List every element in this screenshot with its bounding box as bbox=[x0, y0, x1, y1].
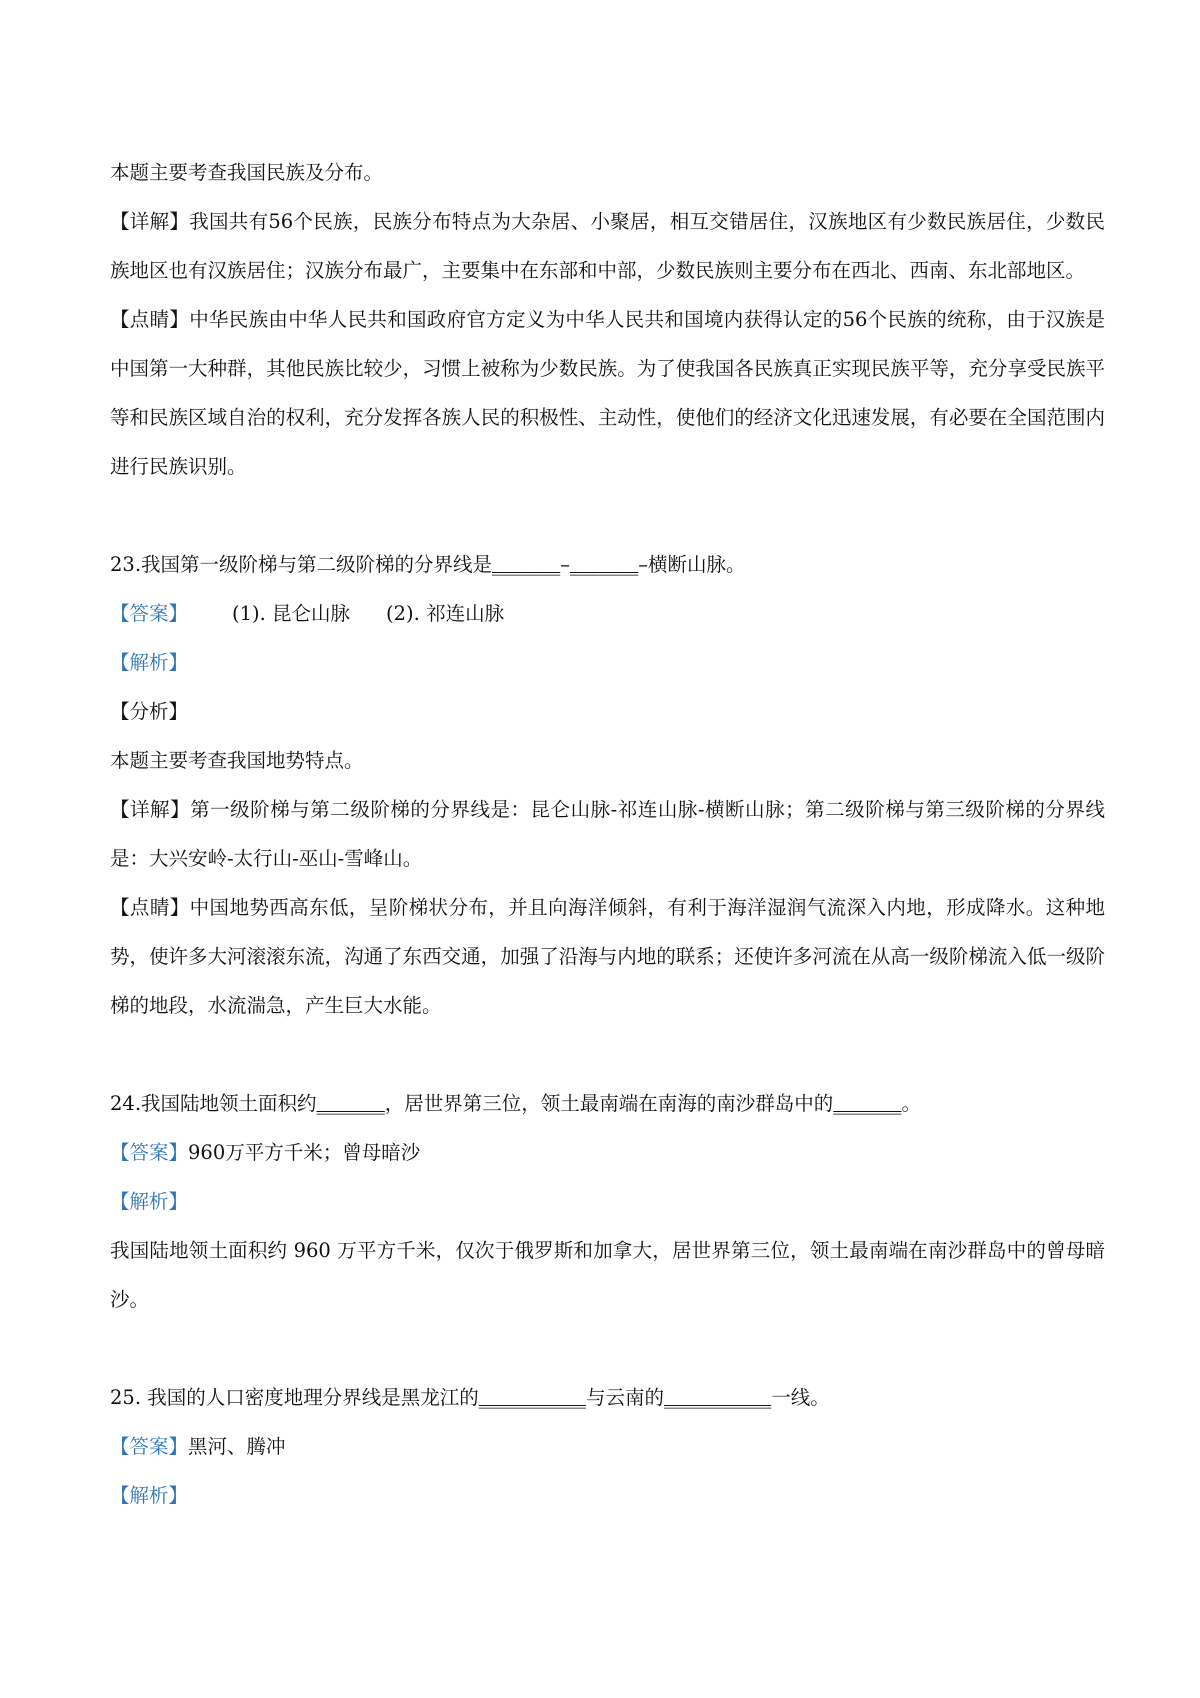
q25-prefix: 25. 我国的人口密度地理分界线是黑龙江的 bbox=[110, 1386, 479, 1409]
q22-intro: 本题主要考查我国民族及分布。 bbox=[110, 161, 384, 184]
q24-question bbox=[110, 1079, 1105, 1128]
q23-answer-2: (2). 祁连山脉 bbox=[386, 602, 505, 625]
q24-analysis-label: 【解析】 bbox=[110, 1190, 189, 1213]
point-label: 【点睛】 bbox=[110, 896, 190, 919]
q22-detail bbox=[110, 197, 1105, 295]
q25-answer-text: 黑河、腾冲 bbox=[188, 1435, 286, 1458]
q23-suffix: –横断山脉。 bbox=[638, 553, 746, 576]
q23-prefix: 23.我国第一级阶梯与第二级阶梯的分界线是 bbox=[110, 553, 493, 576]
q23-question bbox=[110, 540, 1105, 589]
q23-answer bbox=[110, 589, 1105, 638]
answer-label: 【答案】 bbox=[110, 1141, 189, 1164]
answer-label: 【答案】 bbox=[110, 602, 189, 625]
q25-question bbox=[110, 1373, 1105, 1422]
q23-blank-2: _______ bbox=[570, 553, 639, 576]
answer-label: 【答案】 bbox=[110, 1435, 189, 1458]
q23-analysis-label: 【解析】 bbox=[110, 651, 189, 674]
q23-point bbox=[110, 883, 1105, 1030]
q24-answer bbox=[110, 1128, 1105, 1177]
q25-suffix: 一线。 bbox=[771, 1386, 830, 1409]
q23-sep: – bbox=[560, 553, 571, 576]
q23-intro: 本题主要考查我国地势特点。 bbox=[110, 749, 364, 772]
q23-analysis-sub: 【分析】 bbox=[110, 700, 189, 723]
q25-analysis-label: 【解析】 bbox=[110, 1484, 189, 1507]
q25-blank-1: ___________ bbox=[478, 1386, 586, 1409]
point-text: 中华民族由中华人民共和国政府官方定义为中华人民共和国境内获得认定的56个民族的统称，由于汉族是中国第一大种群，其他民族比较少，习惯上被称为少数民族。为了使我国各民族真正实现民族平等，充分享受民族平等和民族区域自治的权利，充分发挥各族人民的积极性、主动性，使他们的经济文化迅速发展，有必要在全国范围内进行民族识别。 bbox=[110, 308, 1105, 478]
q24-answer-text: 960万平方千米；曾母暗沙 bbox=[188, 1141, 421, 1164]
q24-analysis-text: 我国陆地领土面积约 960 万平方千米，仅次于俄罗斯和加拿大，居世界第三位，领土最南端在南沙群岛中的曾母暗沙。 bbox=[110, 1239, 1105, 1311]
q25-blank-2: ___________ bbox=[663, 1386, 772, 1409]
q23-answer-1: (1). 昆仑山脉 bbox=[232, 602, 351, 625]
q24-middle: ，居世界第三位，领土最南端在南海的南沙群岛中的 bbox=[384, 1092, 834, 1115]
q24-suffix: 。 bbox=[901, 1092, 922, 1115]
q24-blank-2: _______ bbox=[833, 1092, 902, 1115]
spacer bbox=[110, 491, 1105, 540]
q25-middle: 与云南的 bbox=[585, 1386, 664, 1409]
q24-prefix: 24.我国陆地领土面积约 bbox=[110, 1092, 317, 1115]
q23-detail bbox=[110, 785, 1105, 883]
point-text: 中国地势西高东低，呈阶梯状分布，并且向海洋倾斜，有利于海洋湿润气流深入内地，形成降水。这种地势，使许多大河滚滚东流，沟通了东西交通，加强了沿海与内地的联系；还使许多河流在从高一级阶梯流入低一级阶梯的地段，水流湍急，产生巨大水能。 bbox=[110, 896, 1105, 1017]
q25-answer bbox=[110, 1422, 1105, 1471]
q22-point bbox=[110, 295, 1105, 491]
q24-blank-1: _______ bbox=[316, 1092, 385, 1115]
point-label: 【点睛】 bbox=[110, 308, 190, 331]
spacer bbox=[110, 1030, 1105, 1079]
detail-label: 【详解】 bbox=[110, 210, 190, 233]
detail-text: 我国共有56个民族，民族分布特点为大杂居、小聚居，相互交错居住，汉族地区有少数民族居住，少数民族地区也有汉族居住；汉族分布最广，主要集中在东部和中部，少数民族则主要分布在西北、西南、东北部地区。 bbox=[110, 210, 1105, 282]
spacer bbox=[110, 1324, 1105, 1373]
detail-text: 第一级阶梯与第二级阶梯的分界线是：昆仑山脉-祁连山脉-横断山脉；第二级阶梯与第三级阶梯的分界线是：大兴安岭-太行山-巫山-雪峰山。 bbox=[110, 798, 1105, 870]
detail-label: 【详解】 bbox=[110, 798, 191, 821]
q23-blank-1: _______ bbox=[492, 553, 561, 576]
